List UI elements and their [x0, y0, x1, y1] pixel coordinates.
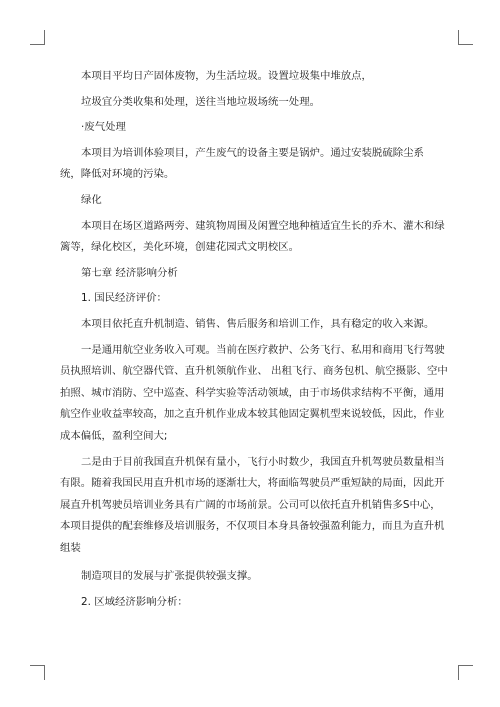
paragraph-line: 篱等，绿化校区，美化环境，创建花园式文明校区。: [60, 241, 299, 254]
paragraph-line: 本项目依托直升机制造、销售、售后服务和培训工作，具有稳定的收入来源。: [81, 317, 435, 330]
paragraph-line: 本项目平均日产固体废物，为生活垃圾。设置垃圾集中堆放点，: [81, 70, 372, 82]
crop-mark-bottom-left: [30, 665, 45, 680]
section-heading: ·废气处理: [81, 121, 126, 134]
paragraph-line: 统，降低对环境的污染。: [60, 168, 175, 181]
paragraph-line: 二是由于目前我国直升机保有量小，飞行小时数少，我国直升机驾驶员数量相当: [81, 455, 445, 468]
paragraph-line: 展直升机驾驶员培训业务具有广阔的市场前景。公司可以依托直升机销售多S中心，: [60, 498, 441, 511]
crop-mark-top-left: [30, 30, 45, 45]
page-body: [60, 66, 448, 614]
section-heading: 1. 国民经济评价：: [81, 292, 167, 305]
paragraph-line: 制造项目的发展与扩张提供较强支撑。: [81, 570, 258, 583]
paragraph-line: 组装: [60, 541, 81, 554]
section-heading: 绿化: [81, 193, 102, 206]
chapter-heading: 第七章 经济影响分析: [81, 266, 178, 279]
paragraph-line: 员执照培训、航空器代管、直升机领航作业、 出租飞行、商务包机、航空摄影、空中: [60, 365, 448, 378]
paragraph-line: 本项目为培训体验项目，产生废气的设备主要是锅炉。通过安装脱硫除尘系: [81, 146, 424, 159]
paragraph-line: 成本偏低，盈利空间大;: [60, 429, 168, 442]
paragraph-line: 航空作业收益率较高，加之直升机作业成本较其他固定翼机型来说较低，因此，作业: [60, 408, 445, 421]
section-heading: 2. 区域经济影响分析：: [81, 596, 188, 609]
paragraph-line: 拍照、城市消防、空中巡查、科学实验等活动领域，由于市场供求结构不平衡，通用: [60, 386, 445, 399]
crop-mark-top-right: [458, 30, 473, 45]
paragraph-line: 垃圾宜分类收集和处理，送往当地垃圾场统一处理。: [81, 95, 320, 108]
paragraph-line: 本项目提供的配套维修及培训服务，不仅项目本身具备较强盈利能力，而且为直升机: [60, 520, 445, 533]
crop-mark-bottom-right: [458, 665, 473, 680]
paragraph-line: 一是通用航空业务收入可观。当前在医疗救护、公务飞行、私用和商用飞行驾驶: [81, 343, 445, 356]
paragraph-line: 有限。随着我国民用直升机市场的逐渐壮大，将面临驾驶员严重短缺的局面，因此开: [60, 477, 445, 490]
paragraph-line: 本项目在场区道路两旁、建筑物周围及闲置空地种植适宜生长的乔木、灌木和绿: [81, 219, 445, 232]
